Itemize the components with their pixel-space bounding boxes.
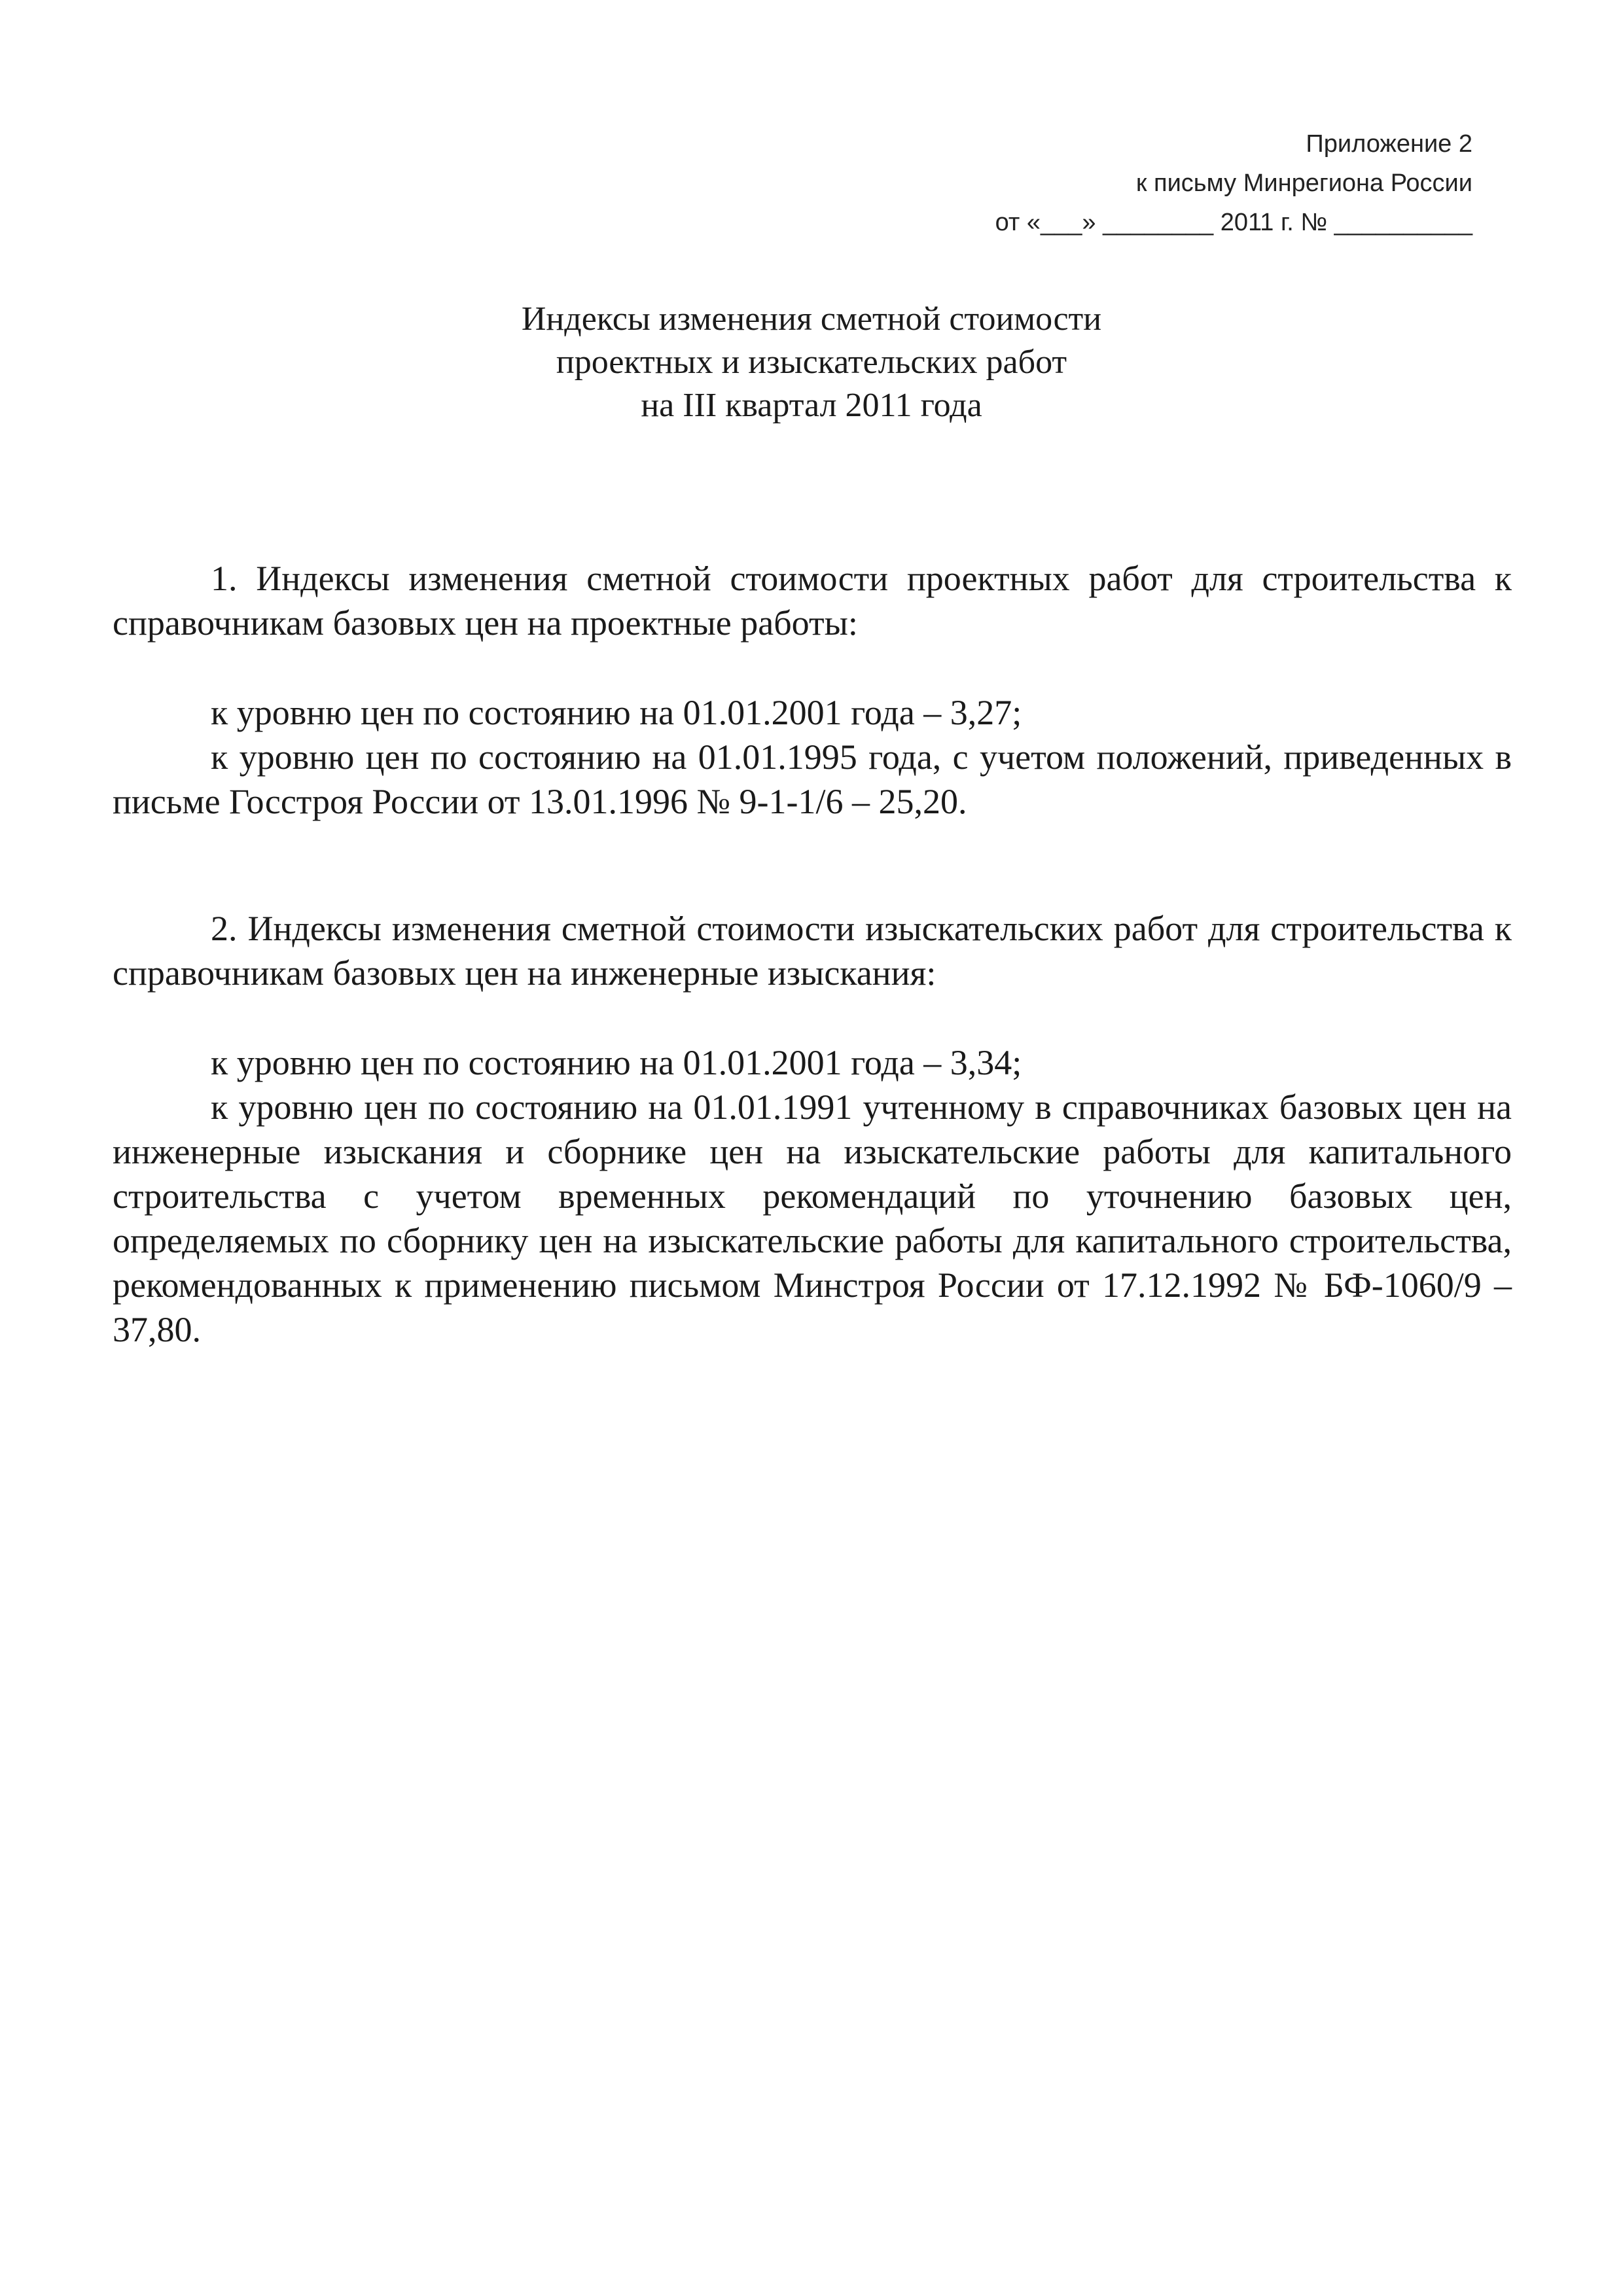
title-line-3: на III квартал 2011 года: [641, 387, 982, 424]
section-1: [113, 556, 1512, 645]
section-2-item-2: к уровню цен по состоянию на 01.01.1991 учтенному в справочниках базовых цен на инженерные изыскания и сборнике цен на изыскательские работы для капитального строительства с учетом временных рекомендаций по уточнению базовых цен, определяемых по сборнику цен на изыскательские работы для капитального строительства, рекомендованных к применению письмом Минстроя России от 17.12.1992 № БФ-1060/9 – 37,80.: [113, 1087, 1512, 1349]
title-line-1: Индексы изменения сметной стоимости: [521, 300, 1102, 338]
letter-date-number: от «___» ________ 2011 г. № __________: [995, 209, 1472, 236]
section-1-items: [113, 690, 1512, 824]
section-2-items: [113, 1040, 1512, 1352]
document-title: [0, 298, 1623, 427]
section-2-heading: 2. Индексы изменения сметной стоимости изыскательских работ для строительства к справочникам базовых цен на инженерные изыскания:: [113, 909, 1512, 993]
section-2-item-1: к уровню цен по состоянию на 01.01.2001 года – 3,34;: [211, 1043, 1022, 1082]
section-1-heading: 1. Индексы изменения сметной стоимости проектных работ для строительства к справочникам базовых цен на проектные работы:: [113, 559, 1512, 643]
appendix-label: Приложение 2: [1306, 130, 1472, 158]
letter-reference: к письму Минрегиона России: [1135, 169, 1472, 197]
appendix-header: [883, 124, 1472, 242]
title-line-2: проектных и изыскательских работ: [556, 344, 1067, 381]
section-2: [113, 906, 1512, 995]
section-1-item-1: к уровню цен по состоянию на 01.01.2001 года – 3,27;: [211, 693, 1022, 732]
section-1-item-2: к уровню цен по состоянию на 01.01.1995 года, с учетом положений, приведенных в письме Госстроя России от 13.01.1996 № 9-1-1/6 – 25,20.: [113, 737, 1512, 821]
